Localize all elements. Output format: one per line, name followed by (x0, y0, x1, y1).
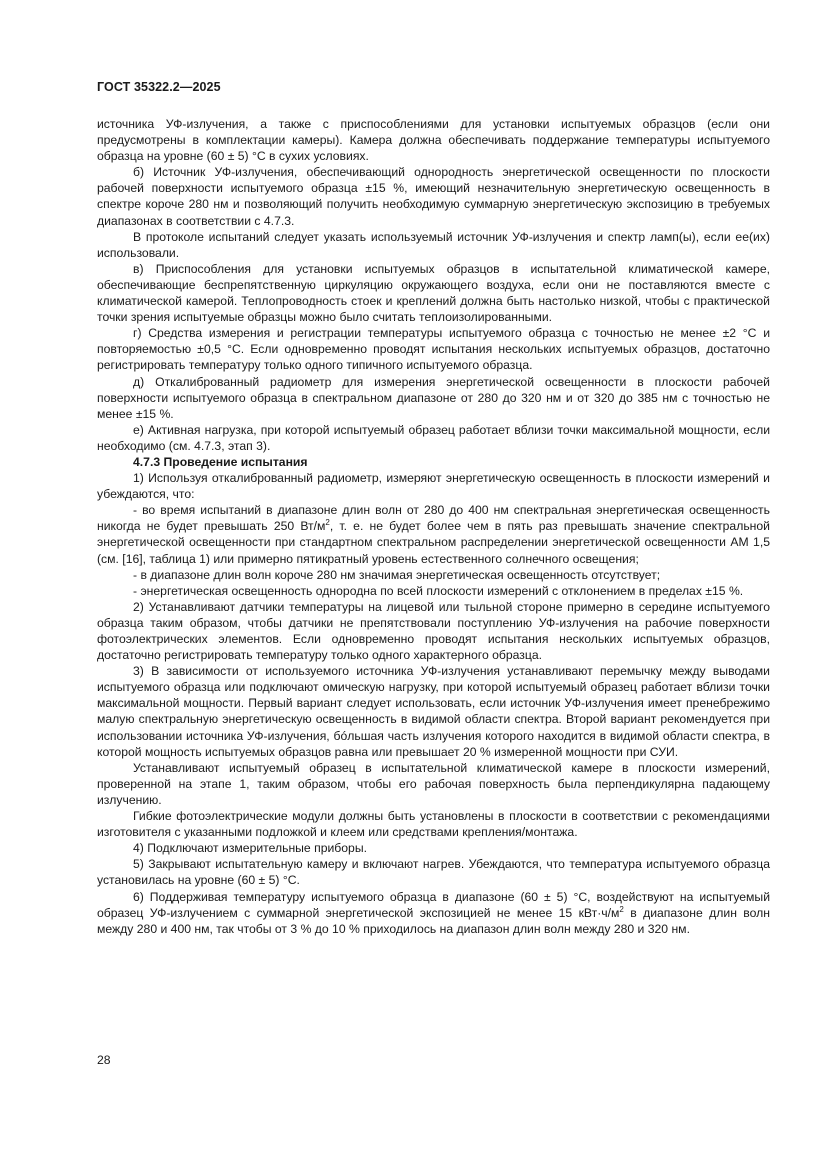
paragraph-mounting: Устанавливают испытуемый образец в испытательной климатической камере в плоскости измерений, проверенной на этапе 1, таким образом, чтобы его рабочая поверхность была перпендикулярна падающему излучению. (97, 760, 770, 807)
paragraph-step-3: 3) В зависимости от используемого источника УФ-излучения устанавливают перемычку между выводами испытуемого образца или подключают омическую нагрузку, при которой испытуемый образец работает вблизи точки максимальной мощности. Первый вариант следует использовать, если источник УФ-излучения имеет пренебрежимо малую спектральную энергетическую освещенность в видимой области спектра. Второй вариант рекомендуется при использовании источника УФ-излучения, бóльшая часть излучения которого находится в видимой области спектра, в которой мощность испытуемых образцов равна или превышает 20 % измеренной мощности при СУИ. (97, 664, 770, 759)
dash-item-spectral-limit (97, 502, 770, 566)
superscript: 2 (619, 904, 624, 914)
dash-item-text-part2: , т. е. не будет более чем в пять раз превышать значение спектральной энергетической освещенности при стандартном спектральном распределении энергетической освещенности АМ 1,5 (см. [16], таблица 1) или примерно пятикратный уровень естественного солнечного освещения; (97, 519, 770, 566)
paragraph-item-g: г) Средства измерения и регистрации температуры испытуемого образца с точностью не менее ±2 °С и повторяемостью ±0,5 °С. Если одновременно проводят испытания нескольких испытуемых образцов, достаточно регистрировать температуру только одного типичного испытуемого образца. (97, 326, 770, 373)
paragraph-step-1: 1) Используя откалиброванный радиометр, измеряют энергетическую освещенность в плоскости измерений и убеждаются, что: (97, 471, 770, 502)
paragraph-item-v: в) Приспособления для установки испытуемых образцов в испытательной климатической камере, обеспечивающие беспрепятственную циркуляцию окружающего воздуха, если они не поставляются вместе с климатической камерой. Теплопроводность стоек и креплений должна быть настолько низкой, чтобы с практической точки зрения испытуемые образцы можно было считать теплоизолированными. (97, 261, 770, 325)
step-6-text-part2: в диапазоне длин волн между 280 и 400 нм, так чтобы от 3 % до 10 % приходилось на диапазон длин волн между 280 и 320 нм. (97, 905, 770, 936)
paragraph-step-2: 2) Устанавливают датчики температуры на лицевой или тыльной стороне примерно в середине испытуемого образца таким образом, чтобы датчики не препятствовали поступлению УФ-излучения на рабочие поверхности фотоэлектрических элементов. Если одновременно проводят испытания нескольких испытуемых образцов, достаточно регистрировать температуру только одного характерного образца. (97, 599, 770, 663)
section-heading: 4.7.3 Проведение испытания (133, 454, 308, 469)
paragraph-item-b: б) Источник УФ-излучения, обеспечивающий однородность энергетической освещенности по плоскости рабочей поверхности испытуемого образца ±15 %, имеющий незначительную энергетическую освещенность в спектре короче 280 нм и позволяющий получить необходимую суммарную энергетическую экспозицию в требуемых диапазонах в соответствии с 4.7.3. (97, 165, 770, 228)
dash-item-text-part1: - во время испытаний в диапазоне длин волн от 280 до 400 нм спектральная энергетическая освещенность никогда не будет превышать 250 Вт/м (97, 503, 770, 534)
page-number: 28 (97, 1053, 111, 1067)
dash-item-uniformity: - энергетическая освещенность однородна по всей плоскости измерений с отклонением в пределах ±15 %. (133, 583, 744, 598)
paragraph-flexible-modules: Гибкие фотоэлектрические модули должны быть установлены в плоскости в соответствии с рекомендациями изготовителя с указанными подложкой и клеем или средствами крепления/монтажа. (97, 809, 770, 840)
dash-item-short-wave: - в диапазоне длин волн короче 280 нм значимая энергетическая освещенность отсутствует; (133, 567, 661, 582)
paragraph-step-4: 4) Подключают измерительные приборы. (133, 841, 367, 856)
paragraph-continuation: источника УФ-излучения, а также с приспособлениями для установки испытуемых образцов (если они предусмотрены в комплектации камеры). Камера должна обеспечивать поддержание температуры испытуемого образца на уровне (60 ± 5) °С в сухих условиях. (97, 117, 770, 164)
superscript: 2 (325, 518, 330, 528)
step-6-text-part1: 6) Поддерживая температуру испытуемого образца в диапазоне (60 ± 5) °С, воздействуют на испытуемый образец УФ-излучением с суммарной энергетической экспозицией не менее 15 кВт·ч/м (97, 889, 770, 920)
paragraph-item-d: д) Откалиброванный радиометр для измерения энергетической освещенности в плоскости рабочей поверхности испытуемого образца в спектральном диапазоне от 280 до 320 нм и от 320 до 385 нм с точностью не менее ±15 %. (97, 374, 770, 421)
document-code-header: ГОСТ 35322.2—2025 (97, 80, 221, 94)
paragraph-protocol-note: В протоколе испытаний следует указать используемый источник УФ-излучения и спектр ламп(ы), если ее(их) использовали. (97, 229, 770, 260)
document-body (97, 116, 770, 937)
paragraph-item-e: е) Активная нагрузка, при которой испытуемый образец работает вблизи точки максимальной мощности, если необходимо (см. 4.7.3, этап 3). (97, 422, 770, 453)
paragraph-step-6 (97, 889, 770, 937)
paragraph-step-5: 5) Закрывают испытательную камеру и включают нагрев. Убеждаются, что температура испытуемого образца установилась на уровне (60 ± 5) °С. (97, 857, 770, 888)
